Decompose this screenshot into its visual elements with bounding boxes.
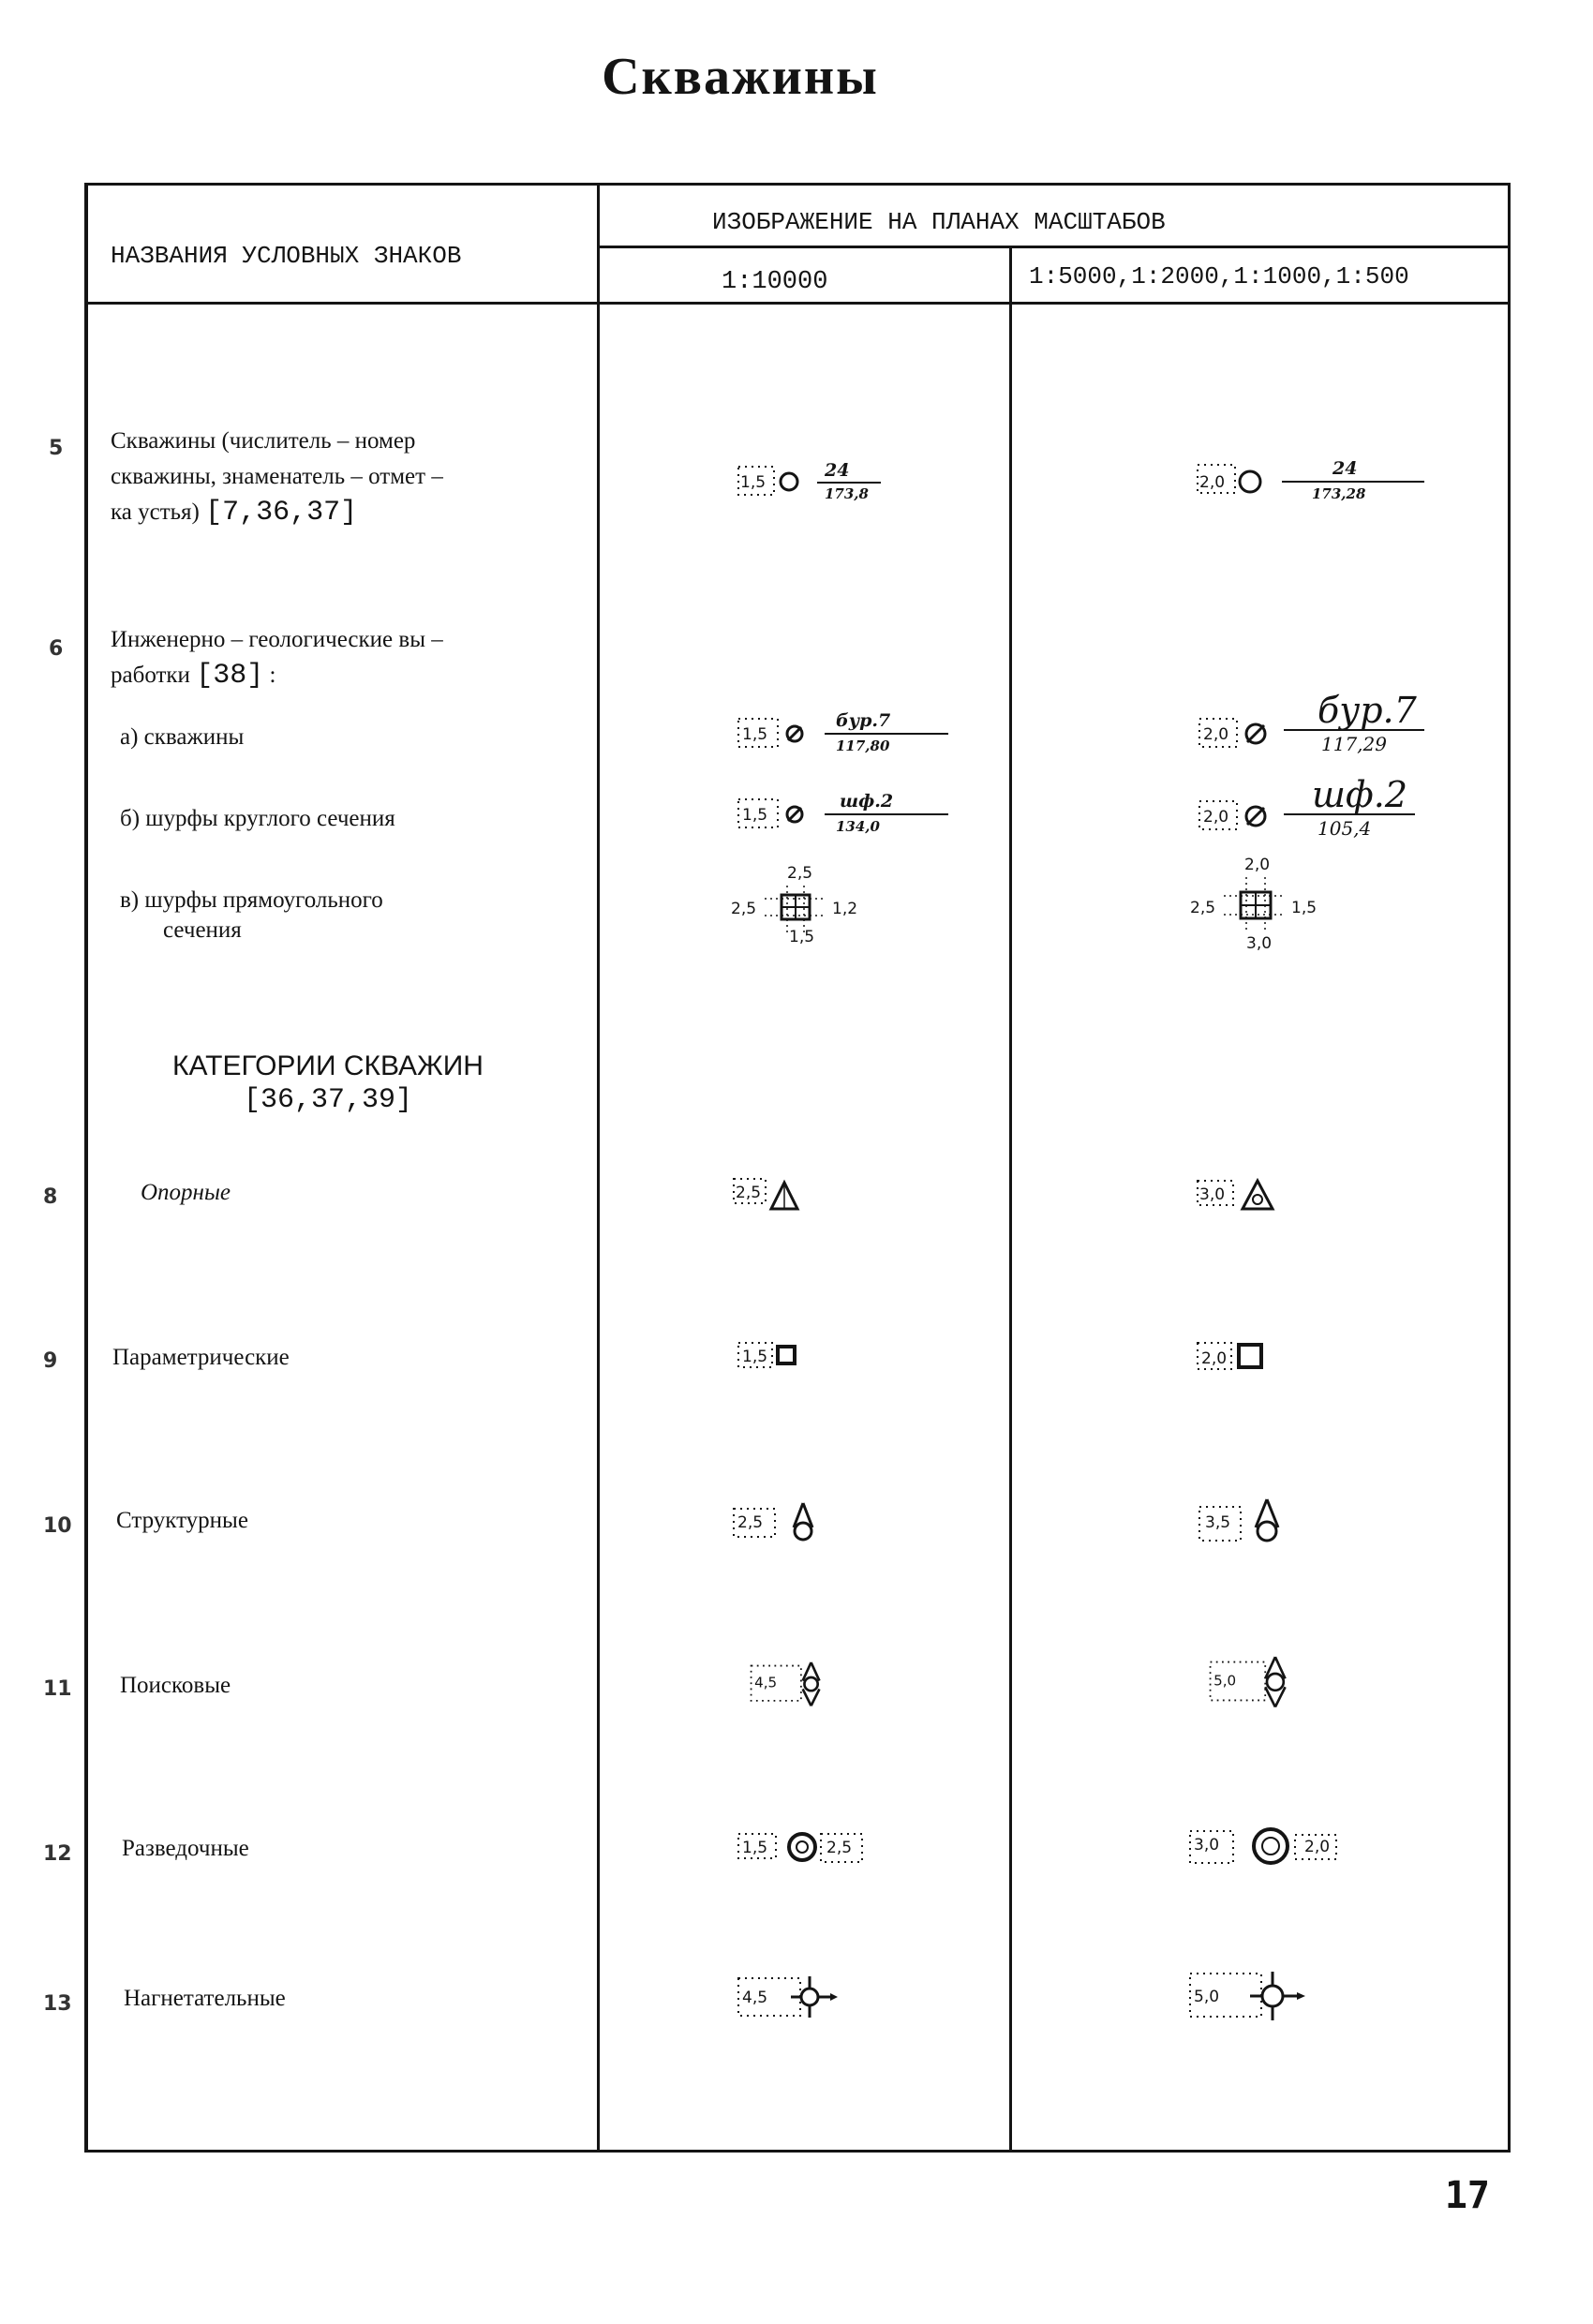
injection-well-symbol (1183, 1959, 1426, 2034)
structural-well-symbol (726, 1490, 970, 1565)
row-label-text: ка устья) (111, 499, 200, 525)
row-number: 9 (43, 1349, 58, 1373)
dimension-label: 3,5 (1205, 1513, 1231, 1532)
engineering-well-symbol (1190, 689, 1434, 764)
dimension-label: 1,5 (742, 806, 768, 825)
dimension-label: 2,0 (1203, 725, 1229, 744)
prospecting-well-symbol (1183, 1809, 1426, 1884)
row-label-line: сечения (163, 917, 242, 943)
row-label: Структурные (116, 1508, 248, 1533)
row-label-line: скважины, знаменатель – отмет – (111, 464, 443, 489)
fraction-denominator: 173,28 (1312, 485, 1366, 502)
dimension-left: 2,5 (1190, 899, 1216, 917)
dimension-label: 2,5 (736, 1184, 762, 1202)
column-divider-2 (1009, 246, 1012, 2151)
row-label: Поисковые (120, 1673, 231, 1698)
row-label-line: Инженерно – геологические вы – (111, 627, 443, 652)
dimension-left: 2,5 (731, 900, 757, 918)
reference: [7,36,37] (205, 497, 358, 529)
dimension-bottom: 1,5 (789, 928, 815, 946)
fraction-numerator: 24 (1332, 458, 1358, 479)
rectangular-pit-symbol (1181, 851, 1368, 968)
well-symbol (1190, 448, 1434, 523)
dimension-right: 1,2 (832, 900, 858, 918)
row-label-line (111, 495, 443, 530)
dimension-top: 2,0 (1244, 856, 1271, 874)
dimension-label: 3,0 (1199, 1185, 1226, 1204)
dimension-label: 3,0 (1194, 1836, 1220, 1855)
dimension-label: 2,0 (1199, 473, 1226, 492)
engineering-well-symbol (731, 698, 975, 773)
sub-row-label: б) шурфы круглого сечения (120, 806, 395, 831)
dimension-label: 1,5 (742, 1348, 768, 1366)
dimension-label: 4,5 (742, 1989, 768, 2007)
row-label (111, 424, 443, 530)
parametric-well-symbol (731, 1326, 975, 1401)
column-divider-1 (597, 185, 600, 2151)
fraction-numerator: шф.2 (840, 791, 894, 812)
dimension-label: 5,0 (1194, 1988, 1220, 2006)
sub-row-label: а) скважины (120, 724, 245, 750)
fraction-denominator: 117,80 (836, 737, 890, 754)
well-symbol (731, 450, 975, 525)
header-divider-top (597, 246, 1509, 248)
row-number: 11 (43, 1677, 72, 1701)
round-pit-symbol (731, 782, 975, 857)
dimension-label: 2,5 (737, 1513, 764, 1532)
fraction-denominator: 134,0 (836, 818, 880, 835)
fraction-numerator: 24 (825, 460, 850, 481)
row-label: Опорные (141, 1180, 231, 1205)
row-label: Нагнетательные (124, 1986, 286, 2011)
prospecting-well-symbol (731, 1813, 975, 1888)
dimension-label: 4,5 (754, 1674, 778, 1691)
dimension-label: 1,5 (742, 1839, 768, 1857)
dimension-label: 2,5 (826, 1839, 853, 1857)
dimension-label: 2,0 (1203, 808, 1229, 827)
page-number: 17 (1444, 2174, 1490, 2217)
reference: [38] (196, 660, 264, 692)
section-heading (122, 1050, 534, 1117)
reference-well-symbol (1190, 1162, 1434, 1237)
reference-well-symbol (726, 1162, 970, 1237)
row-label: Разведочные (122, 1836, 249, 1861)
row-label (111, 622, 443, 693)
dimension-label: 2,0 (1304, 1838, 1331, 1856)
parametric-well-symbol (1190, 1326, 1434, 1401)
dimension-label: 1,5 (742, 725, 768, 744)
dimension-bottom: 3,0 (1246, 934, 1273, 953)
row-label-line (111, 658, 443, 693)
page-title: Скважины (602, 48, 879, 106)
row-number: 6 (49, 637, 64, 661)
fraction-numerator: бур.7 (1318, 690, 1417, 731)
row-label-line: в) шурфы прямоугольного (120, 887, 383, 913)
dimension-right: 1,5 (1291, 899, 1318, 917)
exploratory-well-symbol (1190, 1644, 1434, 1719)
row-label-line: Скважины (числитель – номер (111, 428, 416, 454)
structural-well-symbol (1190, 1488, 1434, 1563)
header-scale-1: 1:10000 (722, 268, 828, 296)
row-number: 12 (43, 1842, 72, 1866)
section-heading-ref: [36,37,39] (243, 1084, 413, 1116)
fraction-numerator: бур.7 (836, 710, 891, 731)
header-bottom-rule (86, 302, 1509, 305)
dimension-label: 1,5 (740, 473, 767, 492)
row-label-text: работки (111, 663, 190, 688)
header-scale-2: 1:5000,1:2000,1:1000,1:500 (1029, 262, 1409, 290)
row-number: 8 (43, 1185, 58, 1209)
fraction-denominator: 173,8 (825, 485, 869, 502)
row-number: 5 (49, 437, 64, 460)
dimension-label: 5,0 (1213, 1672, 1237, 1690)
sub-row-label (120, 883, 383, 948)
dimension-top: 2,5 (787, 864, 813, 883)
row-label: Параметрические (112, 1345, 290, 1370)
row-number: 10 (43, 1514, 72, 1538)
header-names: НАЗВАНИЯ УСЛОВНЫХ ЗНАКОВ (111, 242, 462, 270)
fraction-denominator: 105,4 (1318, 817, 1372, 840)
header-image: ИЗОБРАЖЕНИЕ НА ПЛАНАХ МАСШТАБОВ (712, 208, 1166, 236)
round-pit-symbol (1190, 773, 1434, 848)
row-number: 13 (43, 1992, 72, 2016)
dimension-label: 2,0 (1201, 1349, 1228, 1368)
exploratory-well-symbol (731, 1647, 975, 1722)
injection-well-symbol (731, 1963, 975, 2038)
section-heading-title: КАТЕГОРИИ СКВАЖИН (172, 1050, 484, 1081)
fraction-denominator: 117,29 (1321, 733, 1387, 755)
row-label-colon: : (269, 663, 276, 688)
rectangular-pit-symbol (722, 857, 909, 961)
fraction-numerator: шф.2 (1312, 774, 1407, 815)
